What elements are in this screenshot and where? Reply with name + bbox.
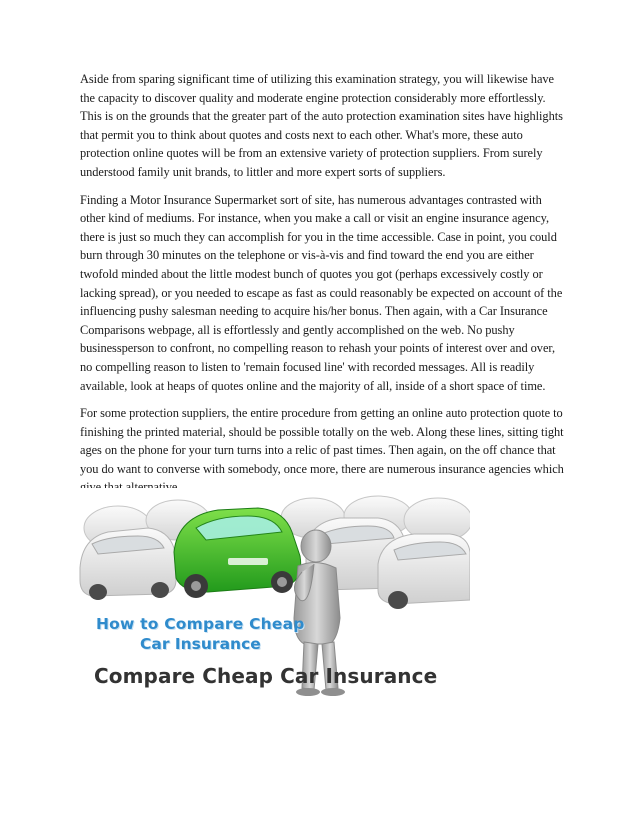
caption-how-to-line1: How to Compare Cheap [96,615,305,633]
car-insurance-illustration [78,488,470,702]
paragraph-2: Finding a Motor Insurance Supermarket sort of site, has numerous advantages contrasted with other kind of mediums. For instance, when you make a call or visit an engine insurance agency, there is just so much they can accomplish for you in the time accessible. Case in point, you could burn through 30 minutes on the telephone or vis-à-vis and find toward the end you are either twofold minded about the little modest bunch of quotes you got (perhaps excessively costly or lacking spread), or you needed to escape as fast as could reasonably be expected on account of the influencing pushy salesman needing to acquire his/her bonus. Then again, with a Car Insurance Comparisons webpage, all is effortlessly and gently accomplished on the web. No pushy businessperson to confront, no compelling reason to rehash your points of interest over and over, no compelling reason to listen to 'remain focused line' with recorded messages. All is readily available, look at heaps of quotes online and the majority of all, inside of a short space of time. [80,192,563,393]
green-highlight-car [174,508,301,598]
caption-main-title: Compare Cheap Car Insurance [94,664,438,688]
left-grey-cars [80,528,176,600]
caption-how-to-line2: Car Insurance [140,635,261,653]
paragraph-1: Aside from sparing significant time of utilizing this examination strategy, you will likewise have the capacity to discover quality and moderate engine protection considerably more effortlessly. This is on the grounds that the greater part of the auto protection examination sites have highlights that permit you to think about quotes and costs next to each other. What's more, these auto protection online quotes will be from an extensive variety of protection suppliers. From surely understood family unit brands, to littler and more expert sorts of suppliers. [80,72,563,179]
document-body [80,70,565,506]
paragraph-3: For some protection suppliers, the entire procedure from getting an online auto protection quote to finishing the printed material, should be possible totally on the web. Along these lines, sitting tight ages on the phone for your turn turns into a relic of past times. Then again, on the off chance that you do want to converse with somebody, once more, there are numerous insurance agencies which [80,406,564,476]
